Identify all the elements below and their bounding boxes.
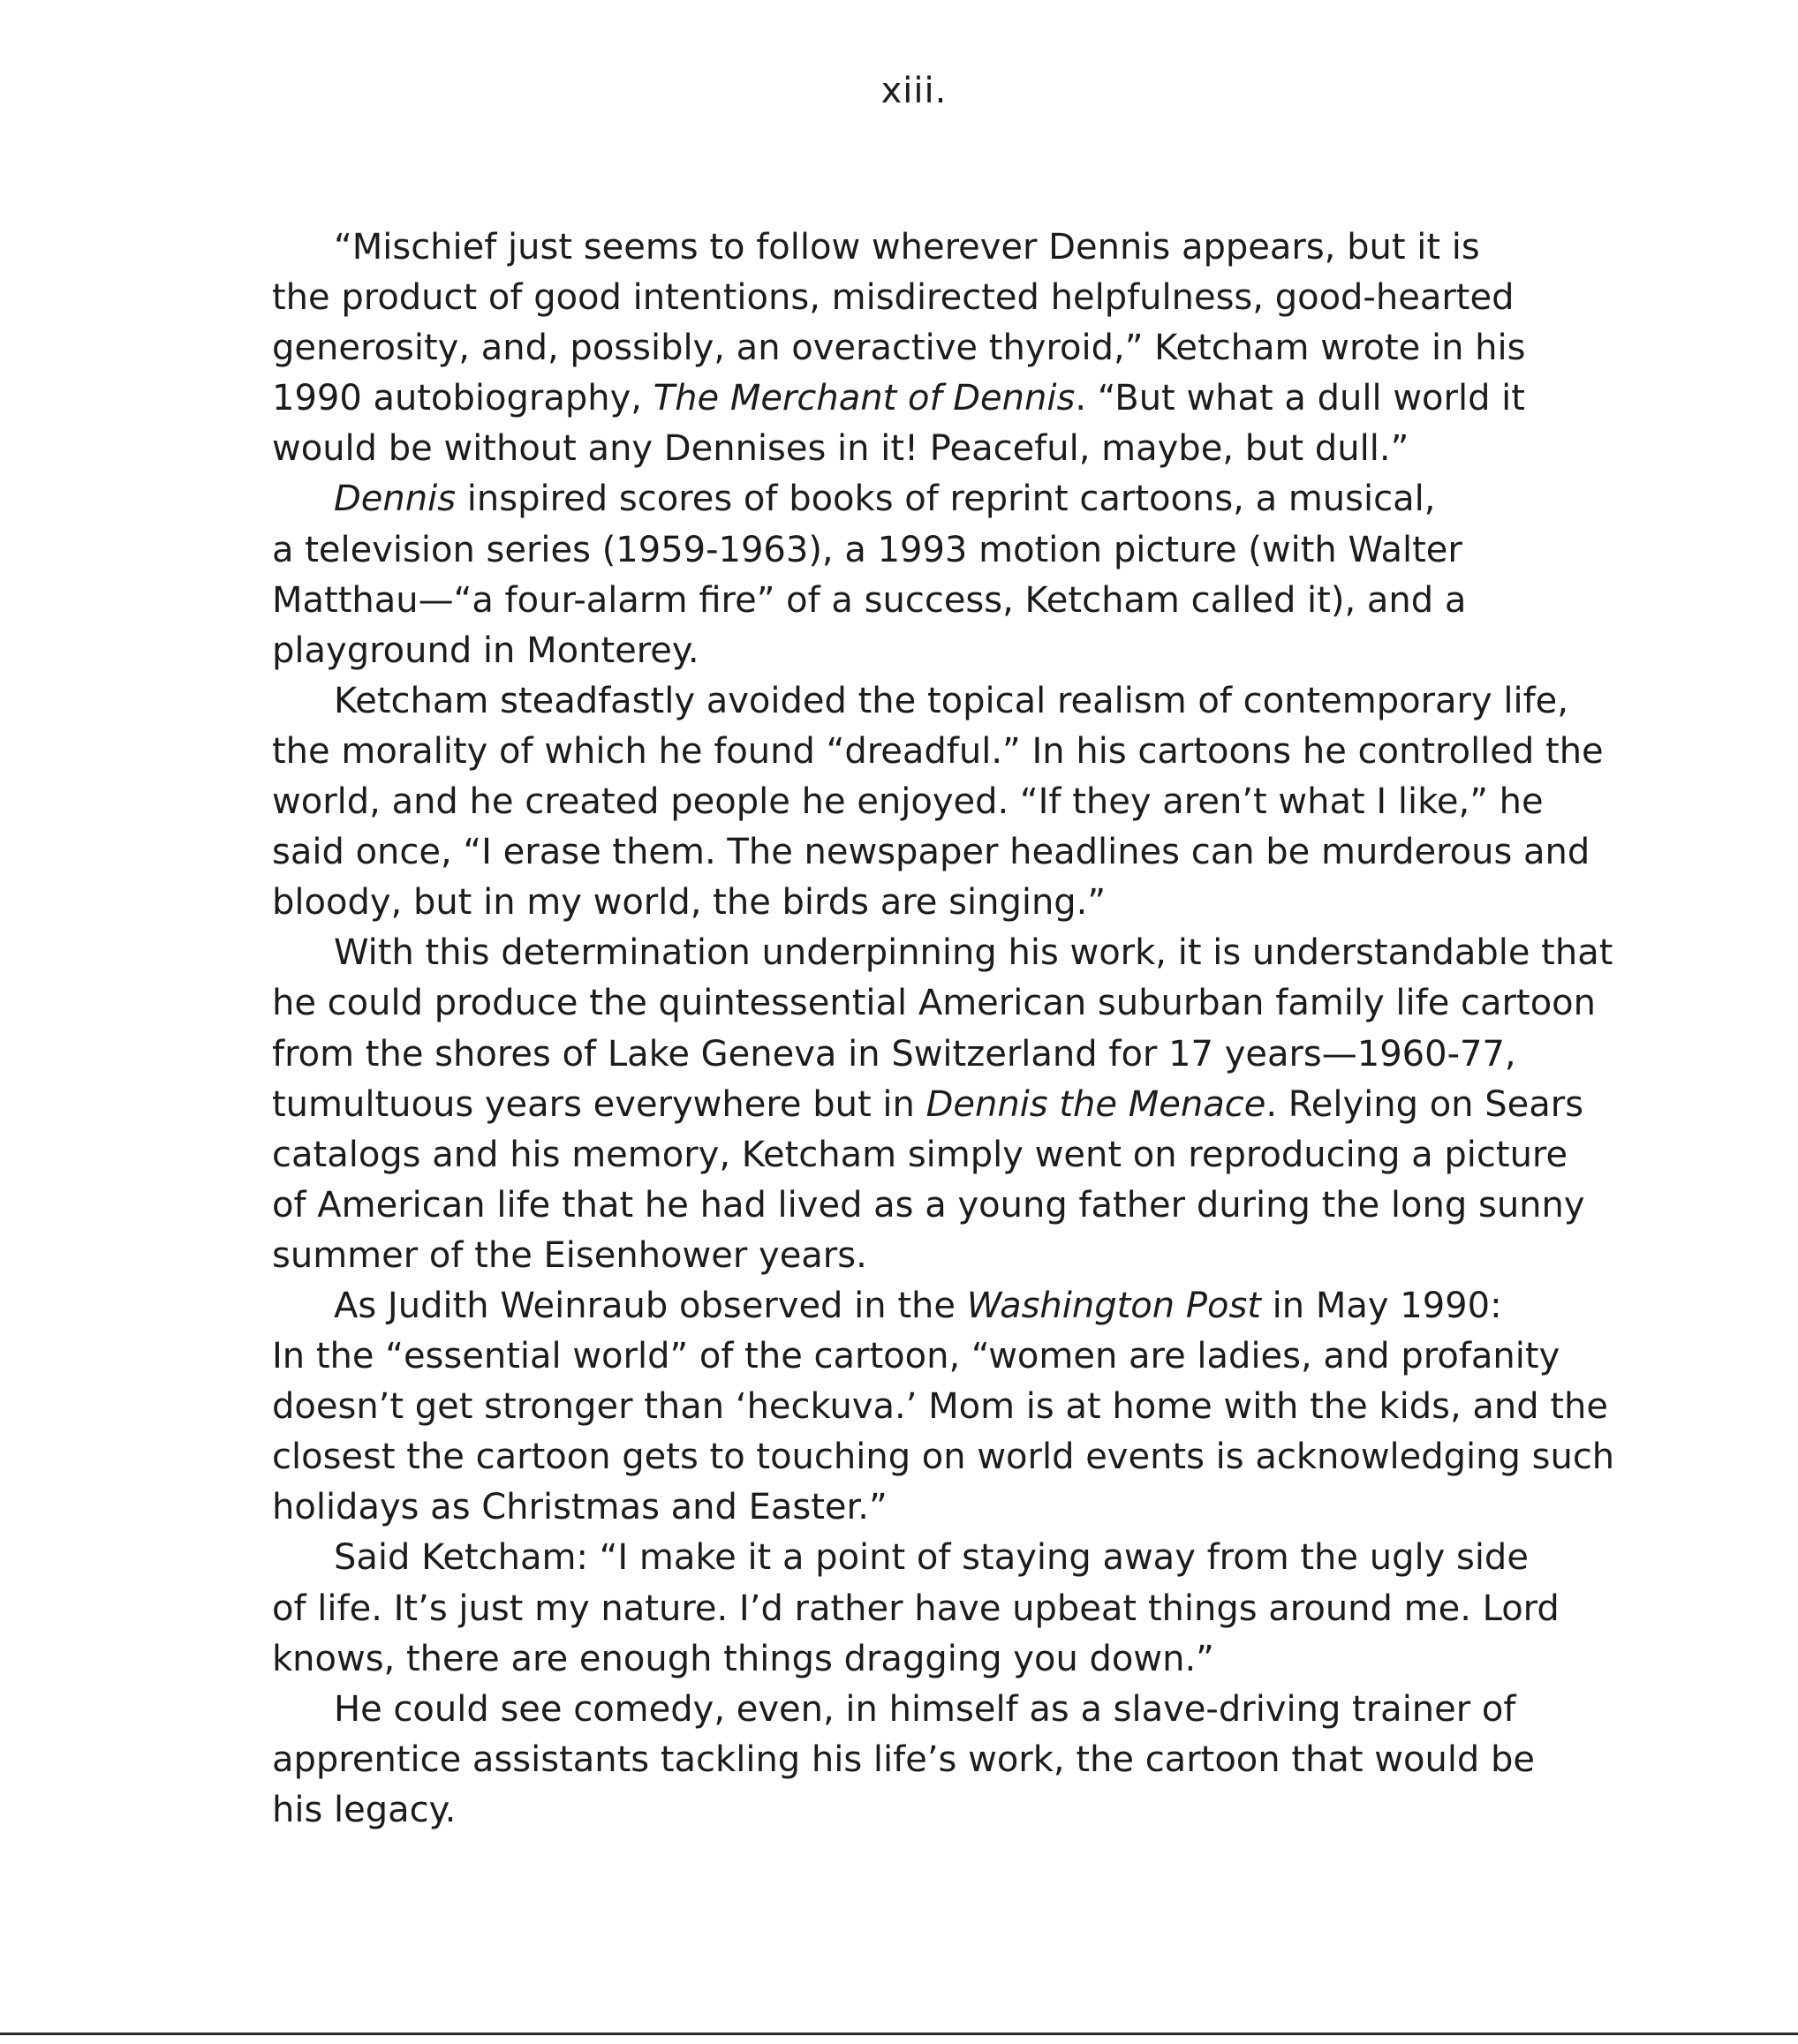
text-line: Matthau—“a four-alarm fire” of a success, Ketcham called it), and a xyxy=(272,579,1467,621)
text-line: tumultuous years everywhere but in Dennis the Menace. Relying on Sears xyxy=(272,1083,1584,1125)
text-line: apprentice assistants tackling his life’s work, the cartoon that would be xyxy=(272,1739,1536,1780)
newspaper-title: Washington Post xyxy=(966,1285,1261,1326)
text-line: bloody, but in my world, the birds are singing.” xyxy=(272,882,1107,924)
text-line: said once, “I erase them. The newspaper headlines can be murderous and xyxy=(272,832,1590,873)
text-line: closest the cartoon gets to touching on world events is acknowledging such xyxy=(272,1437,1615,1478)
text-line: his legacy. xyxy=(272,1789,457,1830)
text-line: Dennis inspired scores of books of reprint cartoons, a musical, xyxy=(334,479,1436,520)
text-line: knows, there are enough things dragging you down.” xyxy=(272,1638,1214,1679)
text-line: world, and he created people he enjoyed. “If they aren’t what I like,” he xyxy=(272,781,1544,823)
strip-title: Dennis xyxy=(334,479,457,520)
text-line: In the “essential world” of the cartoon, “women are ladies, and profanity xyxy=(272,1336,1560,1377)
text-line: doesn’t get stronger than ‘heckuva.’ Mom is at home with the kids, and the xyxy=(272,1386,1608,1428)
book-title: The Merchant of Dennis xyxy=(653,378,1076,419)
text-line: playground in Monterey. xyxy=(272,630,699,671)
text-line: from the shores of Lake Geneva in Switzerland for 17 years—1960-77, xyxy=(272,1033,1516,1075)
text-line: catalogs and his memory, Ketcham simply went on reproducing a picture xyxy=(272,1134,1568,1175)
text-line: He could see comedy, even, in himself as a slave-driving trainer of xyxy=(334,1688,1516,1730)
text-line: of American life that he had lived as a young father during the long sunny xyxy=(272,1184,1585,1226)
strip-title: Dennis the Menace xyxy=(925,1083,1266,1125)
text-line: would be without any Dennises in it! Peaceful, maybe, but dull.” xyxy=(272,428,1409,470)
text-line: “Mischief just seems to follow wherever Dennis appears, but it is xyxy=(334,227,1480,268)
text-line: summer of the Eisenhower years. xyxy=(272,1234,867,1276)
text-line: With this determination underpinning his work, it is understandable that xyxy=(334,932,1613,974)
text-line: As Judith Weinraub observed in the Washington Post in May 1990: xyxy=(334,1285,1502,1326)
text-line: 1990 autobiography, The Merchant of Dennis. “But what a dull world it xyxy=(272,378,1525,419)
page-number: xiii. xyxy=(880,71,948,111)
text-line: Ketcham steadfastly avoided the topical realism of contemporary life, xyxy=(334,680,1569,721)
text-line: Said Ketcham: “I make it a point of staying away from the ugly side xyxy=(334,1537,1529,1579)
text-line: of life. It’s just my nature. I’d rather have upbeat things around me. Lord xyxy=(272,1588,1560,1629)
text-line: the morality of which he found “dreadful.” In his cartoons he controlled the xyxy=(272,730,1604,772)
bottom-divider xyxy=(0,2033,1798,2035)
body-text xyxy=(272,223,1632,1836)
text-line: a television series (1959-1963), a 1993 motion picture (with Walter xyxy=(272,529,1462,570)
text-line: generosity, and, possibly, an overactive thyroid,” Ketcham wrote in his xyxy=(272,328,1526,369)
text-line: he could produce the quintessential American suburban family life cartoon xyxy=(272,983,1596,1024)
text-line: holidays as Christmas and Easter.” xyxy=(272,1487,888,1528)
text-line: the product of good intentions, misdirected helpfulness, good-hearted xyxy=(272,277,1515,319)
